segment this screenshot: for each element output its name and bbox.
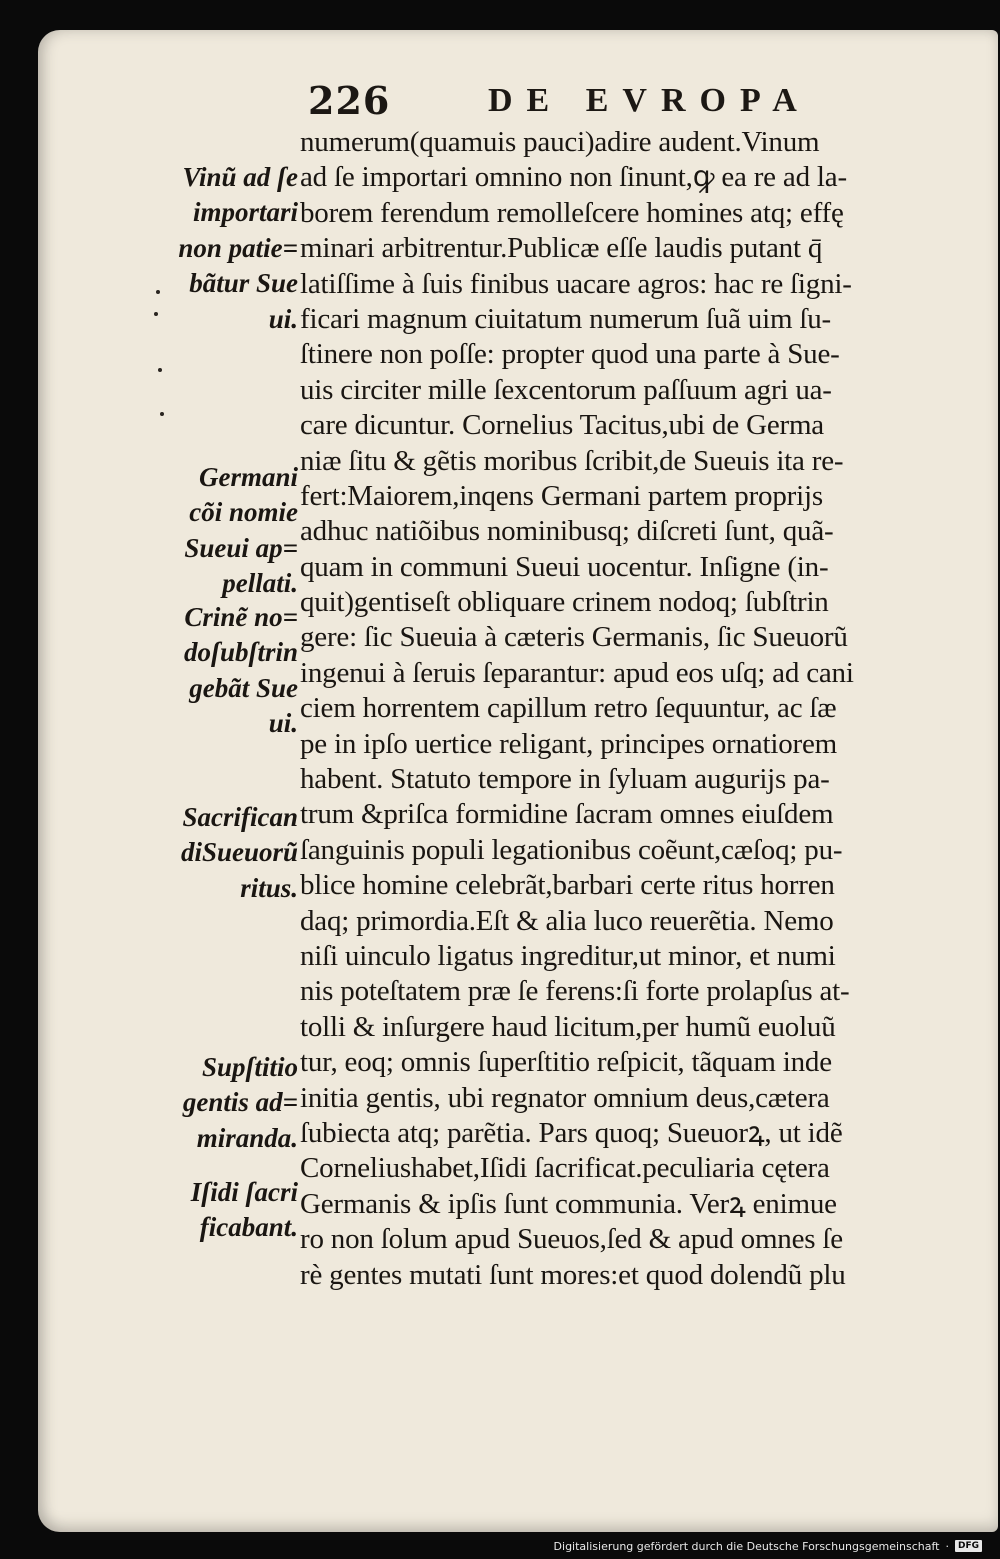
text-line: pe in ipſo uertice religant, principes ornatiorem	[300, 727, 837, 760]
marginal-line: doſubſtrin	[183, 637, 298, 668]
running-head: DE EVROPA	[488, 82, 811, 119]
text-line: ſubiecta atq; parẽtia. Pars quoq; Sueuorꝝ, ut idẽ	[300, 1116, 843, 1149]
text-line: ficari magnum ciuitatum numerum ſuã uim ſu-	[300, 302, 831, 335]
digitization-footer: Digitalisierung gefördert durch die Deutsche Forschungsgemeinschaft · DFG	[554, 1537, 982, 1555]
marginal-line: Supſtitio	[201, 1052, 298, 1082]
marginal-line: Crinẽ no=	[184, 602, 298, 632]
text-line: ſtinere non poſſe: propter quod una parte à Sue-	[300, 338, 840, 371]
text-line: nis poteſtatem præ ſe ferens:ſi forte prolapſus at-	[300, 975, 850, 1008]
marginal-line: bãtur Sue	[189, 268, 298, 299]
marginal-note-isidi	[150, 1175, 302, 1246]
marginal-note-sacrificandi	[150, 800, 302, 906]
marginal-note-wine	[150, 160, 302, 337]
text-line: numerum(quamuis pauci)adire audent.Vinum	[300, 126, 820, 158]
marginal-line: Sacrifican	[182, 802, 298, 832]
ink-speck	[156, 290, 160, 294]
ink-speck	[158, 368, 162, 372]
text-line: latiſſime à ſuis finibus uacare agros: hac re ſigni-	[300, 267, 852, 300]
dfg-logo-icon: DFG	[955, 1540, 982, 1552]
marginal-line: ritus.	[240, 872, 298, 903]
text-line: blice homine celebrãt,barbari certe ritus horren	[300, 869, 835, 902]
text-line: ad ſe importari omnino non ſinunt,ꝙ ea re ad la-	[300, 161, 847, 194]
text-line: niſi uinculo ligatus ingreditur,ut minor, et numi	[300, 939, 836, 972]
text-line: tolli & inſurgere haud licitum,per humũ euoluũ	[300, 1010, 836, 1043]
text-line: Germanis & ipſis ſunt communia. Verꝝ enimue	[300, 1187, 837, 1220]
text-line: tur, eoq; omnis ſuperſtitio reſpicit, tãquam inde	[300, 1046, 832, 1079]
text-line: ſanguinis populi legationibus coẽunt,cæſoq; pu-	[300, 833, 843, 866]
text-line: niæ ſitu & gẽtis moribus ſcribit,de Sueuis ita re-	[300, 444, 844, 477]
marginal-line: ui.	[268, 708, 298, 739]
marginal-note-superstitio	[150, 1050, 302, 1156]
marginal-line: Iſidi ſacri	[190, 1177, 298, 1207]
marginal-line: gebãt Sue	[189, 672, 298, 703]
text-line: rè gentes mutati ſunt mores:et quod dolendũ plu	[300, 1258, 846, 1291]
marginal-line: non patie=	[178, 232, 298, 263]
page-header	[308, 78, 848, 122]
ink-speck	[154, 312, 158, 316]
marginal-line: Vinũ ad ſe	[182, 162, 298, 192]
text-line: habent. Statuto tempore in ſyluam augurijs pa-	[300, 763, 830, 796]
text-line: initia gentis, ubi regnator omnium deus,cætera	[300, 1081, 830, 1114]
text-line: adhuc natiõibus nominibusq; diſcreti ſunt, quã-	[300, 515, 834, 548]
marginal-line: gentis ad=	[182, 1087, 298, 1118]
marginal-line: ui.	[268, 303, 298, 334]
marginal-line: ficabant.	[199, 1212, 298, 1243]
text-line: minari arbitrentur.Publicæ eſſe laudis putant q̄	[300, 232, 823, 265]
text-line: ro non ſolum apud Sueuos,ſed & apud omnes ſe	[300, 1223, 843, 1256]
text-line: gere: ſic Sueuia à cæteris Germanis, ſic Sueuorũ	[300, 621, 848, 654]
text-line: care dicuntur. Cornelius Tacitus,ubi de Germa	[300, 409, 824, 442]
marginal-line: miranda.	[196, 1122, 298, 1153]
text-line: ciem horrentem capillum retro ſequuntur, ac ſæ	[300, 692, 837, 725]
text-line: borem ferendum remolleſcere homines atq; effę	[300, 196, 844, 229]
footer-credit: Digitalisierung gefördert durch die Deutsche Forschungsgemeinschaft	[553, 1539, 940, 1553]
ink-speck	[160, 412, 164, 416]
text-line: ingenui à ſeruis ſeparantur: apud eos uſq; ad cani	[300, 656, 854, 689]
marginal-line: cõi nomie	[189, 497, 298, 528]
text-line: trum &priſca formidine ſacram omnes eiuſdem	[300, 798, 834, 831]
marginal-note-crinem	[150, 600, 302, 742]
text-line: quam in communi Sueui uocentur. Inſigne (in-	[300, 550, 829, 583]
body-text	[300, 125, 972, 1293]
marginal-line: diSueuorũ	[180, 837, 298, 868]
text-line: Corneliushabet,Iſidi ſacrificat.peculiaria cętera	[300, 1152, 830, 1185]
text-line: uis circiter mille ſexcentorum paſſuum agri ua-	[300, 373, 832, 406]
text-line: quit)gentiseſt obliquare crinem nodoq; ſubſtrin	[300, 586, 829, 619]
text-line: fert:Maiorem,inqens Germani partem proprijs	[300, 479, 823, 512]
marginal-line: importari	[192, 197, 298, 228]
page-number: 226	[308, 78, 391, 123]
marginal-line: Sueui ap=	[184, 532, 298, 563]
marginal-line: Germani	[198, 462, 298, 492]
marginal-note-germani	[150, 460, 302, 602]
marginal-line: pellati.	[222, 568, 298, 599]
text-line: daq; primordia.Eſt & alia luco reuerẽtia. Nemo	[300, 904, 834, 937]
